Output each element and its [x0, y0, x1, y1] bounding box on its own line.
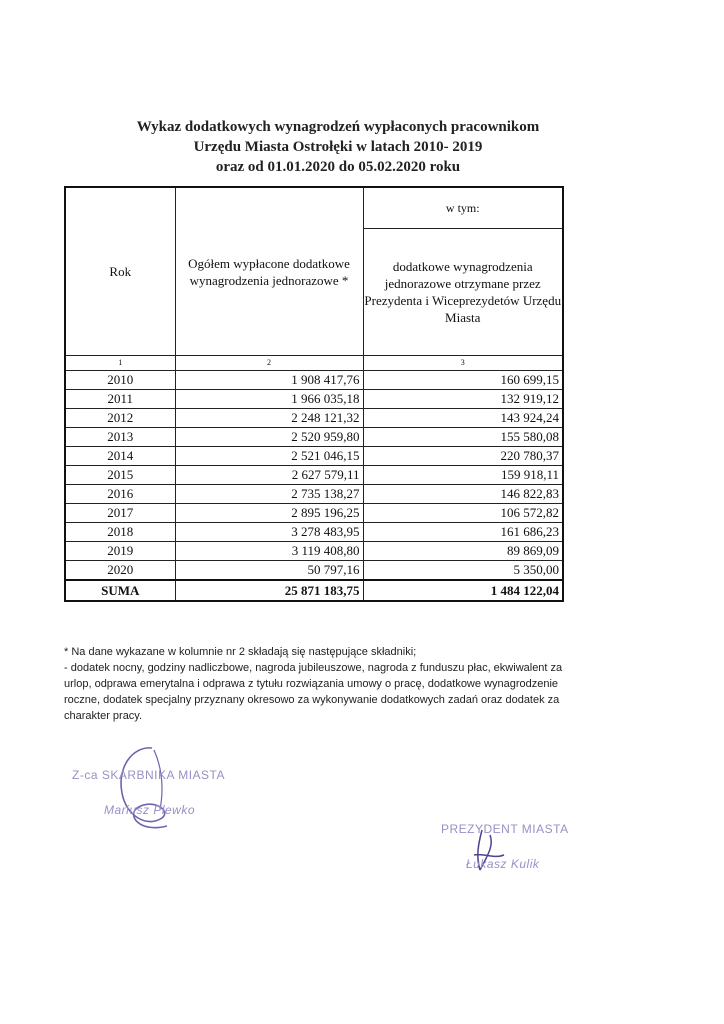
title-line-1: Wykaz dodatkowych wynagrodzeń wypłaconych pracownikom [136, 119, 540, 135]
total-cell: 2 521 046,15 [175, 447, 363, 466]
title-line-3: oraz od 01.01.2020 do 05.02.2020 roku [215, 159, 461, 175]
total-cell: 2 248 121,32 [175, 409, 363, 428]
wages-table [64, 186, 564, 602]
year-cell: 2014 [65, 447, 175, 466]
sum-president: 1 484 122,04 [363, 580, 563, 601]
table-row [65, 561, 563, 581]
president-cell: 106 572,82 [363, 504, 563, 523]
year-cell: 2020 [65, 561, 175, 581]
footnote [64, 644, 584, 724]
year-cell: 2016 [65, 485, 175, 504]
year-cell: 2015 [65, 466, 175, 485]
treasurer-stamp-name: Mariusz Plewko [104, 803, 196, 817]
total-cell: 3 119 408,80 [175, 542, 363, 561]
total-cell: 2 520 959,80 [175, 428, 363, 447]
column-number: 2 [175, 356, 363, 371]
table-row [65, 523, 563, 542]
table-row [65, 466, 563, 485]
table-row [65, 504, 563, 523]
sum-total: 25 871 183,75 [175, 580, 363, 601]
year-cell: 2018 [65, 523, 175, 542]
total-cell: 50 797,16 [175, 561, 363, 581]
header-year: Rok [65, 187, 175, 356]
president-cell: 161 686,23 [363, 523, 563, 542]
year-cell: 2019 [65, 542, 175, 561]
total-cell: 2 627 579,11 [175, 466, 363, 485]
column-number: 3 [363, 356, 563, 371]
president-cell: 160 699,15 [363, 371, 563, 390]
year-cell: 2017 [65, 504, 175, 523]
year-cell: 2011 [65, 390, 175, 409]
total-cell: 3 278 483,95 [175, 523, 363, 542]
footnote-line-1: * Na dane wykazane w kolumnie nr 2 składają się następujące składniki; [64, 646, 417, 658]
header-in-which: w tym: [363, 187, 563, 229]
president-cell: 5 350,00 [363, 561, 563, 581]
column-number: 1 [65, 356, 175, 371]
president-stamp-name: Łukasz Kulik [466, 857, 540, 871]
president-signature [460, 825, 520, 880]
president-cell: 143 924,24 [363, 409, 563, 428]
president-cell: 89 869,09 [363, 542, 563, 561]
header-total: Ogółem wypłacone dodatkowe wynagrodzenia jednorazowe * [175, 187, 363, 356]
document-title [60, 117, 616, 177]
treasurer-signature [92, 738, 212, 838]
president-cell: 132 919,12 [363, 390, 563, 409]
total-cell: 1 908 417,76 [175, 371, 363, 390]
column-numbers-row [65, 356, 563, 371]
table-row [65, 428, 563, 447]
footnote-line-2: - dodatek nocny, godziny nadliczbowe, nagroda jubileuszowe, nagroda z funduszu płac, ekwiwalent za urlop, odprawa emerytalna i odprawa z tytułu rozwiązania umowy o pracę, dodatkowe wynagrodzenie roczne, dodatek specjalny przyznany okresowo za wykonywanie dodatkowych zadań oraz dodatek za charakter pracy. [64, 662, 563, 722]
year-cell: 2013 [65, 428, 175, 447]
sum-row [65, 580, 563, 601]
president-stamp-title: PREZYDENT MIASTA [441, 822, 569, 836]
treasurer-stamp-title: Z-ca SKARBNIKA MIASTA [72, 768, 225, 782]
table-row [65, 447, 563, 466]
table-row [65, 390, 563, 409]
table-row [65, 371, 563, 390]
president-cell: 146 822,83 [363, 485, 563, 504]
year-cell: 2010 [65, 371, 175, 390]
president-cell: 155 580,08 [363, 428, 563, 447]
table-row [65, 485, 563, 504]
total-cell: 2 895 196,25 [175, 504, 363, 523]
sum-label: SUMA [65, 580, 175, 601]
year-cell: 2012 [65, 409, 175, 428]
header-president: dodatkowe wynagrodzenia jednorazowe otrzymane przez Prezydenta i Wiceprezydetów Urzędu Miasta [363, 229, 563, 356]
table-row [65, 409, 563, 428]
total-cell: 2 735 138,27 [175, 485, 363, 504]
total-cell: 1 966 035,18 [175, 390, 363, 409]
president-cell: 220 780,37 [363, 447, 563, 466]
table-row [65, 542, 563, 561]
president-cell: 159 918,11 [363, 466, 563, 485]
title-line-2: Urzędu Miasta Ostrołęki w latach 2010- 2019 [193, 139, 483, 155]
